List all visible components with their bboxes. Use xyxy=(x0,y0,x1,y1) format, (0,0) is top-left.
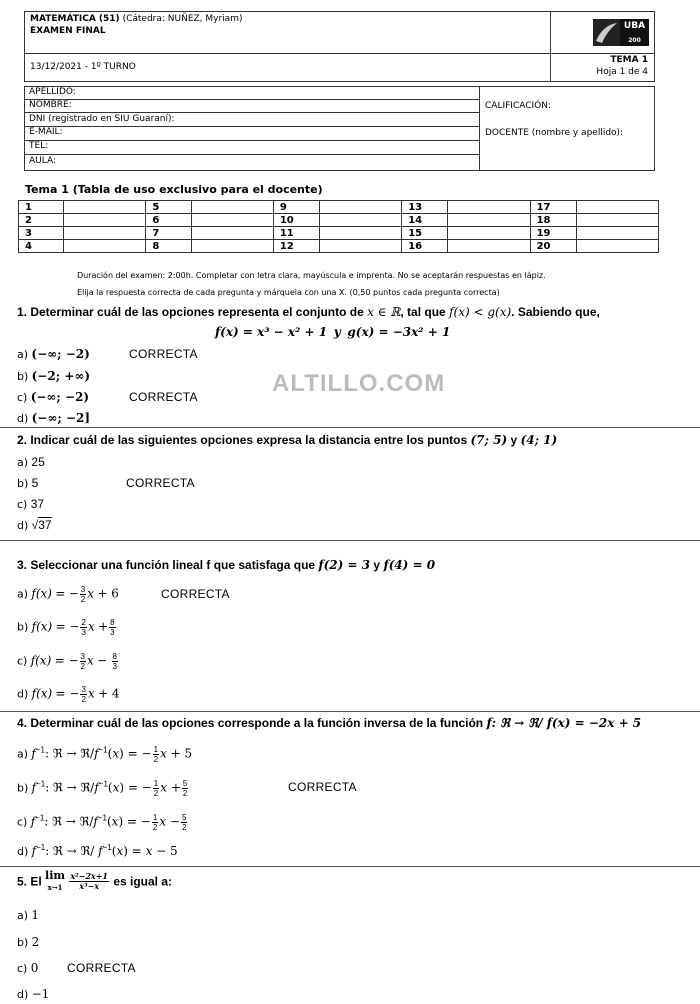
grade-table-answer-cell[interactable] xyxy=(576,240,658,253)
grade-table-row xyxy=(19,240,659,253)
question-1 xyxy=(17,305,600,319)
grade-table-number: 17 xyxy=(530,201,576,214)
question-1-formula xyxy=(215,325,450,339)
grade-table-number: 20 xyxy=(530,240,576,253)
grade-table-answer-cell[interactable] xyxy=(319,214,401,227)
instructions-line-1: Duración del examen: 2:00h. Completar con letra clara, mayúscula e imprenta. No se aceptarán respuestas en lápiz. xyxy=(77,271,546,280)
apellido-field[interactable]: APELLIDO: xyxy=(29,87,76,97)
grade-table-answer-cell[interactable] xyxy=(191,214,273,227)
grade-table-row xyxy=(19,227,659,240)
q5-option-a[interactable]: a) 1 xyxy=(17,908,40,922)
grade-table-number: 15 xyxy=(402,227,448,240)
q2-option-d[interactable]: d) √37 xyxy=(17,518,52,532)
q2-correct-mark: CORRECTA xyxy=(126,476,195,490)
question-1-text: 1. Determinar cuál de las opciones representa el conjunto de xyxy=(17,305,364,319)
grade-table-number: 11 xyxy=(273,227,319,240)
grade-table-number: 5 xyxy=(146,201,191,214)
grade-table-answer-cell[interactable] xyxy=(191,201,273,214)
formula-g: g(x) = −3x² + 1 xyxy=(347,325,451,339)
grade-table-number: 13 xyxy=(402,201,448,214)
limit-operator: lim xyxy=(45,869,66,882)
grade-table-row xyxy=(19,201,659,214)
question-1-domain: x ∈ ℝ xyxy=(367,305,401,319)
q1-option-c[interactable]: c) (−∞; −2) xyxy=(17,390,90,404)
question-4-function: f: ℜ → ℜ/ f(x) = −2x + 5 xyxy=(486,716,642,730)
q5-option-c[interactable]: c) 0 xyxy=(17,961,39,975)
grade-table-number: 8 xyxy=(146,240,191,253)
grade-table-answer-cell[interactable] xyxy=(448,214,530,227)
q2-option-a[interactable]: a) 25 xyxy=(17,455,45,469)
grade-table-answer-cell[interactable] xyxy=(576,201,658,214)
question-2: 2. Indicar cuál de las siguientes opciones expresa la distancia entre los puntos (7; 5) y (4; 1) xyxy=(17,433,558,447)
point-2: (4; 1) xyxy=(520,433,558,447)
grade-table-answer-cell[interactable] xyxy=(319,227,401,240)
grade-table-number: 10 xyxy=(273,214,319,227)
q1-correct-mark-a: CORRECTA xyxy=(129,347,198,361)
tel-field[interactable]: TEL: xyxy=(29,141,49,151)
grade-table-title: Tema 1 (Tabla de uso exclusivo para el docente) xyxy=(25,183,323,196)
grade-table-number: 2 xyxy=(19,214,64,227)
q4-correct-mark: CORRECTA xyxy=(288,780,357,794)
grade-table-answer-cell[interactable] xyxy=(64,240,146,253)
formula-and: y xyxy=(333,325,341,339)
grade-table-number: 12 xyxy=(273,240,319,253)
chair-name: (Cátedra: NUÑEZ, Myriam) xyxy=(122,14,243,24)
question-1-text-3: . Sabiendo que, xyxy=(511,305,600,319)
docente-field[interactable]: DOCENTE (nombre y apellido): xyxy=(485,128,624,138)
grade-table-number: 14 xyxy=(402,214,448,227)
grade-table-number: 9 xyxy=(273,201,319,214)
q3-option-d[interactable]: d) f(x) = − $\frac{3}{2}$ x + 4 xyxy=(17,685,120,704)
grade-table-answer-cell[interactable] xyxy=(191,240,273,253)
grade-table-answer-cell[interactable] xyxy=(64,227,146,240)
q1-option-d[interactable]: d) (−∞; −2] xyxy=(17,411,91,425)
logo-sub: 200 xyxy=(628,37,641,44)
question-2-text: 2. Indicar cuál de las siguientes opciones expresa la distancia entre los puntos xyxy=(17,433,468,447)
q4-option-d[interactable]: d) $f^{-1}$: ℜ → ℜ/ $f^{-1}(x) = x - 5$ xyxy=(17,843,178,858)
instructions-line-2: Elija la respuesta correcta de cada pregunta y márquela con una X. (0,50 puntos cada pregunta correcta) xyxy=(77,288,500,297)
sqrt-icon: √ xyxy=(31,518,39,532)
grade-table-number: 19 xyxy=(530,227,576,240)
question-1-text-2: , tal que xyxy=(400,305,446,319)
question-4-text: 4. Determinar cuál de las opciones corresponde a la función inversa de la función xyxy=(17,716,484,730)
grade-table-number: 18 xyxy=(530,214,576,227)
question-3-text: 3. Seleccionar una función lineal f que satisfaga que xyxy=(17,558,316,572)
grade-table-number: 3 xyxy=(19,227,64,240)
q1-option-b[interactable]: b) (−2; +∞) xyxy=(17,369,91,383)
point-1: (7; 5) xyxy=(470,433,508,447)
aula-field[interactable]: AULA: xyxy=(29,156,56,166)
watermark: ALTILLO.COM xyxy=(272,370,446,397)
q2-option-c[interactable]: c) 37 xyxy=(17,497,45,511)
formula-f: f(x) = x³ − x² + 1 xyxy=(215,325,328,339)
q5-option-b[interactable]: b) 2 xyxy=(17,935,40,949)
course-name: MATEMÁTICA (51) xyxy=(30,14,120,24)
page-indicator: Hoja 1 de 4 xyxy=(596,67,648,77)
q4-option-a[interactable]: a) $f^{-1}$: ℜ → $ℜ/f^{-1}(x)$ = − $\frac{1}{2}$ x + 5 xyxy=(17,745,193,764)
q3-option-a[interactable]: a) f(x) = − $\frac{3}{2}$ x + 6 xyxy=(17,585,119,604)
grade-table-answer-cell[interactable] xyxy=(448,227,530,240)
q4-option-b[interactable]: b) $f^{-1}$: ℜ → $ℜ/f^{-1}(x)$ = − $\frac{1}{2}$ x + $\frac{5}{2}$ xyxy=(17,779,188,798)
q5-option-d[interactable]: d) −1 xyxy=(17,987,50,1001)
grade-table-number: 6 xyxy=(146,214,191,227)
logo-text: UBA xyxy=(623,21,646,31)
exam-title: EXAMEN FINAL xyxy=(30,26,106,36)
tema-label: TEMA 1 xyxy=(610,55,648,65)
grade-table-answer-cell[interactable] xyxy=(64,201,146,214)
q2-option-b[interactable]: b) 5 xyxy=(17,476,39,490)
question-1-condition: f(x) < g(x) xyxy=(449,305,512,319)
email-field[interactable]: E-MAIL: xyxy=(29,127,63,137)
grade-table-answer-cell[interactable] xyxy=(319,201,401,214)
grade-table-answer-cell[interactable] xyxy=(448,240,530,253)
grade-table-answer-cell[interactable] xyxy=(319,240,401,253)
grade-table-answer-cell[interactable] xyxy=(448,201,530,214)
question-4 xyxy=(17,716,641,730)
q3-option-c[interactable]: c) f(x) = − $\frac{3}{2}$ x − $\frac{8}{3}$ xyxy=(17,652,117,671)
grade-table-number: 7 xyxy=(146,227,191,240)
nombre-field[interactable]: NOMBRE: xyxy=(29,100,72,110)
grade-table-answer-cell[interactable] xyxy=(64,214,146,227)
grade-table-number: 4 xyxy=(19,240,64,253)
q1-correct-mark-c: CORRECTA xyxy=(129,390,198,404)
grade-table-row xyxy=(19,214,659,227)
grade-table-answer-cell[interactable] xyxy=(576,227,658,240)
grade-table-answer-cell[interactable] xyxy=(576,214,658,227)
grade-table-number: 1 xyxy=(19,201,64,214)
question-3: 3. Seleccionar una función lineal f que satisfaga que f(2) = 3 y f(4) = 0 xyxy=(17,558,436,572)
exam-date: 13/12/2021 - 1º TURNO xyxy=(30,62,136,72)
calificacion-field[interactable]: CALIFICACIÓN: xyxy=(485,101,552,111)
q5-correct-mark: CORRECTA xyxy=(67,961,136,975)
dni-field[interactable]: DNI (registrado en SIU Guaraní): xyxy=(29,114,175,124)
grade-table-answer-cell[interactable] xyxy=(191,227,273,240)
grade-table xyxy=(18,200,659,253)
q3-option-b[interactable]: b) f(x) = − $\frac{2}{3}$ x + $\frac{8}{3}$ xyxy=(17,618,115,637)
grade-table-number: 16 xyxy=(402,240,448,253)
uba-logo xyxy=(593,19,649,46)
course-line xyxy=(30,14,242,24)
q1-option-a[interactable]: a) (−∞; −2) xyxy=(17,347,90,361)
q4-option-c[interactable]: c) $f^{-1}$: ℜ → $ℜ/f^{-1}(x)$ = − $\frac{1}{2}$ x − $\frac{5}{2}$ xyxy=(17,813,187,832)
q3-correct-mark: CORRECTA xyxy=(161,587,230,601)
logo-mark-icon xyxy=(593,19,620,46)
question-5: 5. El lim x→1 $\frac{\text{x²−2x+1}}{\text{x³−x}}$ es igual a: xyxy=(17,869,172,892)
